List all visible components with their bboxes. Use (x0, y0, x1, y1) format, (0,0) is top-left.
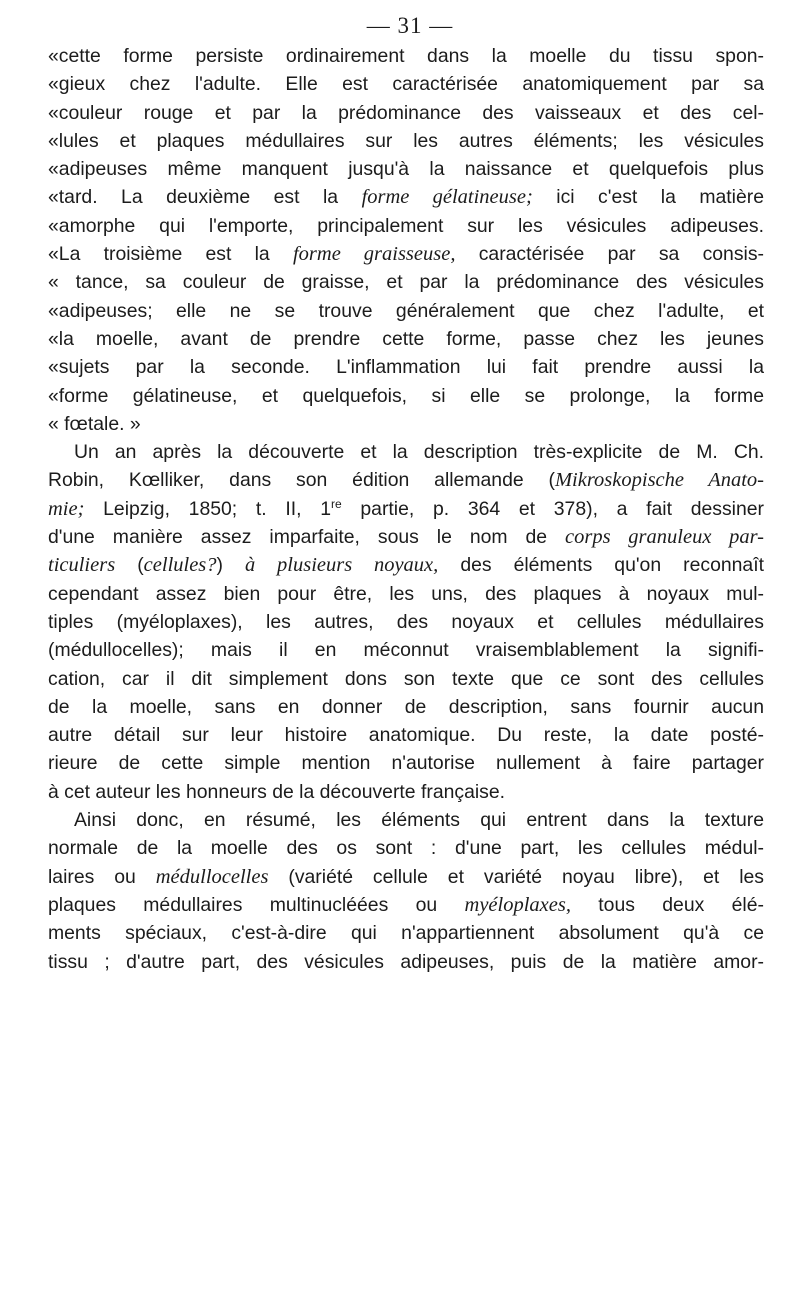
text-segment: «gieux chez l'adulte. Elle est caractérisée anatomiquement par sa (48, 73, 764, 96)
italic-text: mie; (48, 497, 85, 520)
text-line (48, 863, 764, 891)
text-segment: partie, p. 364 et 378), a fait dessiner (341, 497, 764, 520)
text-segment: «adipeuses même manquent jusqu'à la naissance et quelquefois plus (48, 158, 764, 181)
text-segment: ) (216, 554, 246, 577)
text-segment: tissu ; d'autre part, des vésicules adipeuses, puis de la matière amor- (48, 950, 764, 973)
italic-text: corps granuleux par- (565, 526, 764, 549)
text-line (48, 523, 764, 551)
italic-text: forme graisseuse, (292, 243, 456, 266)
text-line (48, 127, 764, 155)
text-line (48, 495, 764, 523)
text-segment: des éléments qu'on reconnaît (438, 554, 764, 577)
text-line (48, 948, 764, 976)
superscript-text: re (331, 496, 342, 511)
text-line (48, 693, 764, 721)
text-line (48, 636, 764, 664)
text-segment: de la moelle, sans en donner de description, sans fournir aucun (48, 695, 764, 718)
text-line (48, 382, 764, 410)
text-segment: «La troisième est la (48, 243, 293, 266)
text-segment: «sujets par la seconde. L'inflammation lui fait prendre aussi la (48, 356, 764, 379)
text-line (48, 268, 764, 296)
text-line (48, 608, 764, 636)
document-page (48, 10, 764, 976)
text-segment: (variété cellule et variété noyau libre), et les (268, 865, 764, 888)
text-line (48, 551, 764, 579)
text-segment: « fœtale. » (48, 412, 141, 435)
text-line (48, 834, 764, 862)
text-line (48, 721, 764, 749)
text-line (48, 212, 764, 240)
text-segment: « tance, sa couleur de graisse, et par la prédominance des vésicules (48, 271, 764, 294)
italic-text: cellules? (143, 554, 217, 577)
text-segment: rieure de cette simple mention n'autorise nullement à faire partager (48, 752, 764, 775)
text-segment: laires ou (48, 865, 156, 888)
text-segment: «tard. La deuxième est la (48, 186, 362, 209)
text-line (48, 99, 764, 127)
italic-text: à plusieurs noyaux, (245, 554, 439, 577)
text-line (48, 580, 764, 608)
text-line (48, 183, 764, 211)
text-segment: «la moelle, avant de prendre cette forme, passe chez les jeunes (48, 327, 764, 350)
text-line (48, 297, 764, 325)
italic-text: Mikroskopische Anato- (554, 469, 764, 492)
page-number: — 31 — (366, 13, 454, 38)
text-line (48, 778, 764, 806)
text-segment: «couleur rouge et par la prédominance des vaisseaux et des cel- (48, 101, 764, 124)
text-segment: cation, car il dit simplement dons son texte que ce sont des cellules (48, 667, 764, 690)
text-line (48, 665, 764, 693)
text-segment: d'une manière assez imparfaite, sous le nom de (48, 526, 566, 549)
italic-text: forme gélatineuse; (361, 186, 533, 209)
text-line (48, 155, 764, 183)
text-segment: «forme gélatineuse, et quelquefois, si elle se prolonge, la forme (48, 384, 764, 407)
italic-text: ticuliers (48, 554, 116, 577)
italic-text: médullocelles (155, 865, 269, 888)
text-segment: caractérisée par sa consis- (455, 243, 764, 266)
text-segment: ici c'est la matière (532, 186, 764, 209)
text-segment: Robin, Kœlliker, dans son édition allemande ( (48, 469, 555, 492)
text-segment: autre détail sur leur histoire anatomique. Du reste, la date posté- (48, 724, 764, 747)
text-segment: «adipeuses; elle ne se trouve généralement que chez l'adulte, et (48, 299, 764, 322)
text-segment: à cet auteur les honneurs de la découverte française. (48, 780, 506, 803)
text-line (48, 240, 764, 268)
text-segment: tiples (myéloplaxes), les autres, des noyaux et cellules médullaires (48, 610, 764, 633)
text-segment: ( (115, 554, 144, 577)
text-line (48, 466, 764, 494)
text-line (48, 919, 764, 947)
text-segment: Ainsi donc, en résumé, les éléments qui entrent dans la texture (74, 809, 764, 832)
text-segment: Leipzig, 1850; t. II, 1 (84, 497, 332, 520)
text-segment: «cette forme persiste ordinairement dans la moelle du tissu spon- (48, 45, 764, 67)
text-segment: «lules et plaques médullaires sur les autres éléments; les vésicules (48, 129, 764, 152)
text-line (48, 353, 764, 381)
text-segment: plaques médullaires multinucléées ou (48, 893, 465, 916)
text-line (48, 438, 764, 466)
text-segment: (médullocelles); mais il en méconnut vraisemblablement la signifi- (48, 639, 764, 662)
text-segment: normale de la moelle des os sont : d'une part, les cellules médul- (48, 837, 764, 860)
text-line (48, 806, 764, 834)
text-line (48, 325, 764, 353)
text-line (48, 410, 764, 438)
text-segment: Un an après la découverte et la description très-explicite de M. Ch. (74, 441, 764, 464)
text-segment: ments spéciaux, c'est-à-dire qui n'appartiennent absolument qu'à ce (48, 922, 764, 945)
text-line (48, 70, 764, 98)
text-line (48, 749, 764, 777)
text-segment: tous deux élé- (570, 893, 764, 916)
text-segment: «amorphe qui l'emporte, principalement sur les vésicules adipeuses. (48, 214, 764, 237)
italic-text: myéloplaxes, (464, 893, 571, 916)
text-segment: cependant assez bien pour être, les uns, des plaques à noyaux mul- (48, 582, 764, 605)
text-line (48, 42, 764, 70)
text-line (48, 891, 764, 919)
text-body (48, 42, 764, 976)
